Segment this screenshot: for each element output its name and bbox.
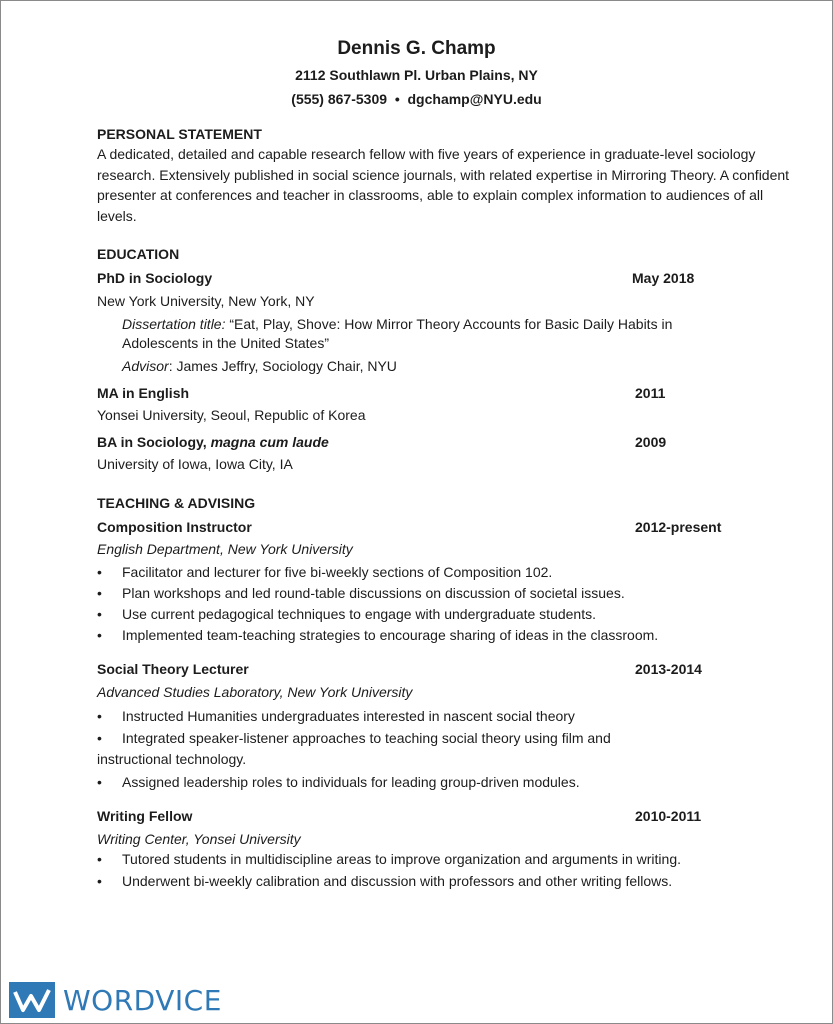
- bullet-item: [97, 730, 611, 746]
- bullet-glyph: •: [97, 873, 102, 889]
- bullet-text: Facilitator and lecturer for five bi-weekly sections of Composition 102.: [122, 564, 553, 580]
- job-date: 2013-2014: [635, 661, 702, 677]
- wordvice-logo-text: WORDVICE: [63, 984, 222, 1017]
- bullet-item: [97, 585, 625, 601]
- separator-bullet: •: [394, 91, 400, 107]
- job-title: Writing Fellow: [97, 808, 193, 824]
- dissertation-line-1: [122, 316, 672, 332]
- dissertation-label: Dissertation title:: [122, 316, 226, 332]
- bullet-text: Plan workshops and led round-table discussions on discussion of societal issues.: [122, 585, 625, 601]
- bullet-item: [97, 564, 552, 580]
- bullet-text: Instructed Humanities undergraduates interested in nascent social theory: [122, 708, 575, 724]
- job-org: English Department, New York University: [97, 541, 353, 557]
- bullet-text: Integrated speaker-listener approaches to teaching social theory using film and: [122, 730, 611, 746]
- bullet-glyph: •: [97, 606, 102, 622]
- phd-date: May 2018: [632, 270, 695, 286]
- bullet-item: [97, 627, 658, 643]
- job-title: Composition Instructor: [97, 519, 252, 535]
- phone: (555) 867-5309: [291, 91, 388, 107]
- wordvice-logo: [9, 979, 249, 1019]
- bullet-item: [97, 606, 596, 622]
- bullet-text: Underwent bi-weekly calibration and discussion with professors and other writing fellows.: [122, 873, 673, 889]
- job-org: Writing Center, Yonsei University: [97, 831, 301, 847]
- dissertation-title-1: “Eat, Play, Shove: How Mirror Theory Accounts for Basic Daily Habits in: [225, 316, 673, 332]
- education-heading: EDUCATION: [97, 246, 180, 262]
- bullet-item: [97, 851, 681, 867]
- ma-date: 2011: [635, 385, 666, 401]
- phd-degree: PhD in Sociology: [97, 270, 213, 286]
- bullet-continuation: instructional technology.: [97, 751, 247, 767]
- bullet-glyph: •: [97, 708, 102, 724]
- ba-honors: magna cum laude: [210, 434, 329, 450]
- phd-school: New York University, New York, NY: [97, 293, 315, 309]
- bullet-glyph: •: [97, 564, 102, 580]
- wordvice-logo-mark: [9, 982, 55, 1018]
- bullet-item: [97, 708, 575, 724]
- ba-date: 2009: [635, 434, 667, 450]
- bullet-glyph: •: [97, 627, 102, 643]
- bullet-glyph: •: [97, 730, 102, 746]
- advisor-label: Advisor: [122, 358, 169, 374]
- bullet-text: Tutored students in multidiscipline areas to improve organization and arguments in writing.: [122, 851, 681, 867]
- ma-school: Yonsei University, Seoul, Republic of Korea: [97, 407, 366, 423]
- job-date: 2012-present: [635, 519, 722, 535]
- ba-degree: BA in Sociology,: [97, 434, 211, 450]
- address: 2112 Southlawn Pl. Urban Plains, NY: [295, 67, 538, 83]
- email: dgchamp@NYU.edu: [407, 91, 542, 107]
- candidate-name: Dennis G. Champ: [337, 38, 496, 59]
- ma-degree: MA in English: [97, 385, 190, 401]
- job-title: Social Theory Lecturer: [97, 661, 249, 677]
- personal-statement-heading: PERSONAL STATEMENT: [97, 126, 262, 142]
- bullet-glyph: •: [97, 774, 102, 790]
- contact-line: [1, 91, 832, 107]
- bullet-glyph: •: [97, 851, 102, 867]
- ba-degree-line: [97, 434, 329, 450]
- bullet-text: Assigned leadership roles to individuals for leading group-driven modules.: [122, 774, 580, 790]
- bullet-item: [97, 774, 580, 790]
- job-org: Advanced Studies Laboratory, New York University: [97, 684, 413, 700]
- bullet-text: Implemented team-teaching strategies to encourage sharing of ideas in the classroom.: [122, 627, 659, 643]
- teaching-heading: TEACHING & ADVISING: [97, 495, 256, 511]
- advisor-text: : James Jeffry, Sociology Chair, NYU: [168, 358, 397, 374]
- advisor-line: [122, 358, 397, 374]
- bullet-glyph: •: [97, 585, 102, 601]
- job-date: 2010-2011: [635, 808, 702, 824]
- ba-school: University of Iowa, Iowa City, IA: [97, 456, 293, 472]
- bullet-item: [97, 873, 672, 889]
- personal-statement-text: A dedicated, detailed and capable research fellow with five years of experience in graduate-level sociology research. Extensively published in social science journals, with related expertise in Mirroring Theory. A confident presenter at conferences and teacher in classrooms, able to explain complex information to audiences of all levels.: [97, 146, 790, 224]
- dissertation-title-2: Adolescents in the United States”: [122, 335, 330, 351]
- bullet-text: Use current pedagogical techniques to engage with undergraduate students.: [122, 606, 596, 622]
